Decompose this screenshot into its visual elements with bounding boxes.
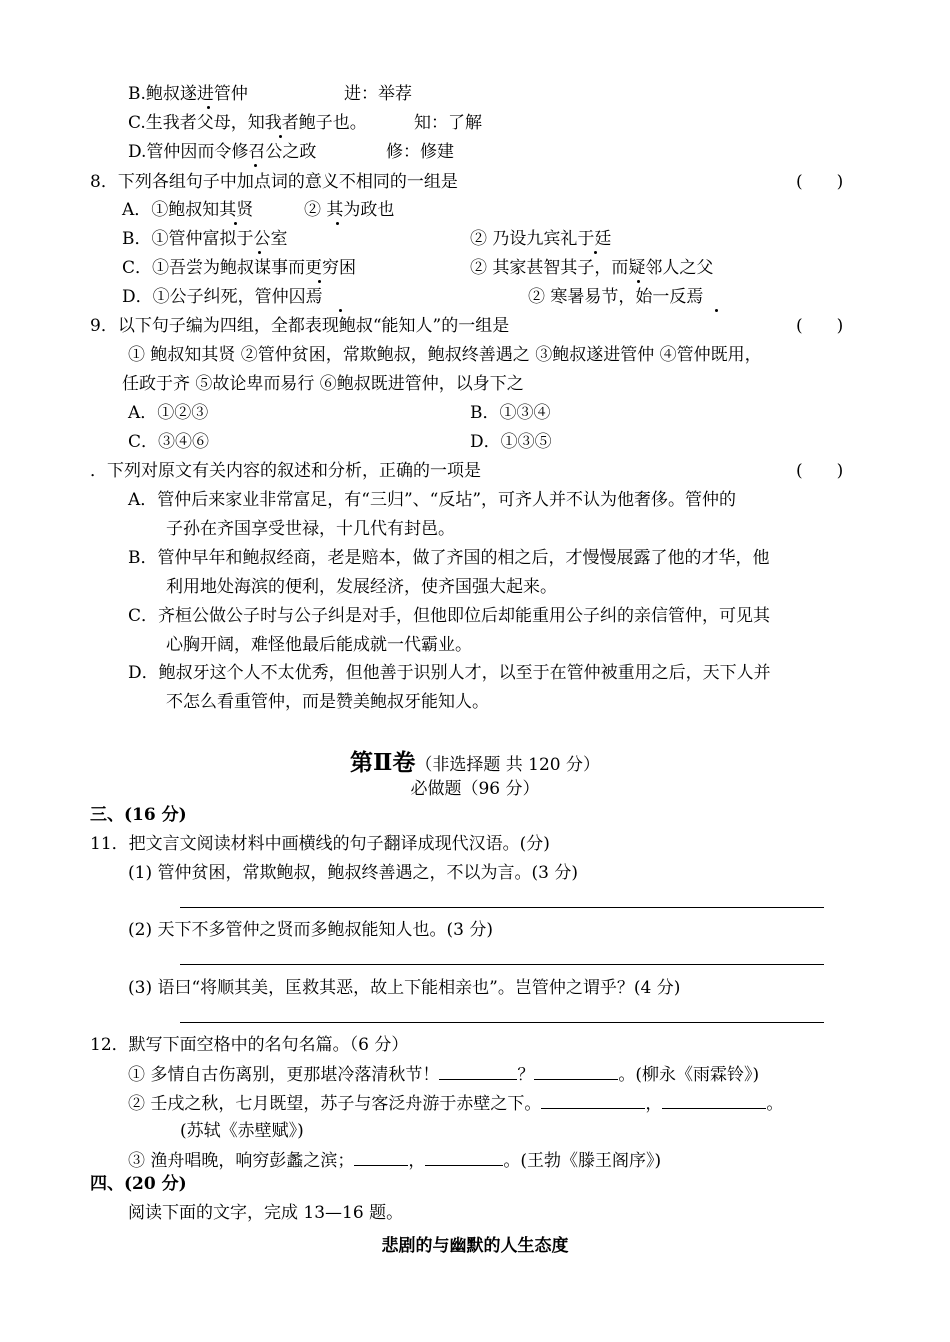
q12-blank[interactable] bbox=[534, 1062, 618, 1080]
q12-item1-text: ① 多情自古伤离别，更那堪冷落清秋节！ bbox=[128, 1065, 440, 1085]
q11-answer-line3[interactable] bbox=[180, 1022, 824, 1023]
q7-option-b: B.鲍叔遂进管仲 bbox=[128, 84, 248, 104]
q9-option-c: C．③④⑥ bbox=[128, 432, 210, 452]
q11-answer-line2[interactable] bbox=[180, 964, 824, 965]
q11-answer-line1[interactable] bbox=[180, 907, 824, 908]
q8-stem: 8．下列各组句子中加点词的意义不相同的一组是 bbox=[90, 172, 458, 192]
q12-item1-source: 。(柳永《雨霖铃》) bbox=[618, 1065, 760, 1085]
emphasis-dot bbox=[254, 164, 257, 167]
q12-item2 bbox=[128, 1091, 783, 1116]
q7-option-d: D.管仲因而令修召公之政 bbox=[128, 142, 317, 162]
q12-item3-text: ③ 渔舟唱晚，响穷彭蠡之滨； bbox=[128, 1151, 355, 1171]
q10-stem: ．下列对原文有关内容的叙述和分析，正确的一项是 bbox=[90, 461, 481, 481]
emphasis-dot bbox=[339, 309, 342, 312]
q8-option-c2: ② 其家甚智其子，而疑邻人之父 bbox=[470, 258, 714, 278]
q7-option-b-gloss: 进：举荐 bbox=[344, 84, 412, 104]
emphasis-dot bbox=[207, 106, 210, 109]
q8-option-b1: B．①管仲富拟于公室 bbox=[122, 229, 288, 249]
q11-item3: (3) 语曰“将顺其美，匡救其恶，故上下能相亲也”。岂管仲之谓乎？(4 分) bbox=[128, 978, 681, 998]
q10-option-b-line2: 利用地处海滨的便利，发展经济，使齐国强大起来。 bbox=[166, 577, 557, 597]
q10-option-d-line1: D．鲍叔牙这个人不太优秀，但他善于识别人才，以至于在管仲被重用之后，天下人并 bbox=[128, 663, 771, 683]
q10-option-c-line1: C．齐桓公做公子时与公子纠是对手，但他即位后却能重用公子纠的亲信管仲，可见其 bbox=[128, 606, 771, 626]
emphasis-dot bbox=[258, 251, 261, 254]
q8-answer-bracket[interactable]: ( ) bbox=[796, 172, 844, 192]
q9-option-a: A．①②③ bbox=[128, 403, 209, 423]
q8-option-d1: D．①公子纠死，管仲囚焉 bbox=[122, 287, 323, 307]
q8-option-c1: C．①吾尝为鲍叔谋事而更穷困 bbox=[122, 258, 357, 278]
q8-option-a2: ② 其为政也 bbox=[304, 200, 395, 220]
q9-option-d: D．①③⑤ bbox=[470, 432, 552, 452]
q11-item2: (2) 天下不多管仲之贤而多鲍叔能知人也。(3 分) bbox=[128, 920, 493, 940]
q12-item2-end: 。 bbox=[766, 1094, 784, 1114]
q12-item3-source: 。(王勃《滕王阁序》) bbox=[503, 1151, 662, 1171]
q12-blank[interactable] bbox=[541, 1091, 645, 1109]
q12-blank[interactable] bbox=[662, 1091, 766, 1109]
part2-title-note: （非选择题 共 120 分） bbox=[415, 755, 601, 775]
q11-item1: (1) 管仲贫困，常欺鲍叔，鲍叔终善遇之，不以为言。(3 分) bbox=[128, 863, 578, 883]
q7-option-c-gloss: 知：了解 bbox=[414, 113, 482, 133]
q12-item1 bbox=[128, 1062, 759, 1087]
emphasis-dot bbox=[234, 222, 237, 225]
emphasis-dot bbox=[594, 251, 597, 254]
emphasis-dot bbox=[279, 135, 282, 138]
q7-option-d-gloss: 修：修建 bbox=[386, 142, 454, 162]
emphasis-dot bbox=[637, 280, 640, 283]
q10-option-a-line2: 子孙在齐国享受世禄，十几代有封邑。 bbox=[166, 519, 455, 539]
q10-option-b-line1: B．管仲早年和鲍叔经商，老是赔本，做了齐国的相之后，才慢慢展露了他的才华，他 bbox=[128, 548, 770, 568]
q9-option-b: B．①③④ bbox=[470, 403, 551, 423]
section4-intro: 阅读下面的文字，完成 13—16 题。 bbox=[128, 1203, 404, 1223]
part2-heading bbox=[0, 744, 950, 777]
emphasis-dot bbox=[318, 280, 321, 283]
q12-item2-source: (苏轼《赤壁赋》) bbox=[180, 1121, 304, 1141]
q9-stem: 9．以下句子编为四组，全都表现鲍叔“能知人”的一组是 bbox=[90, 316, 510, 336]
q12-blank[interactable] bbox=[354, 1148, 408, 1166]
q8-option-b2: ② 乃设九宾礼于廷 bbox=[470, 229, 612, 249]
q12-item2-separator: ， bbox=[645, 1094, 663, 1114]
q12-item3 bbox=[128, 1148, 661, 1173]
q10-option-a-line1: A．管仲后来家业非常富足，有“三归”、“反坫”，可齐人并不认为他奢侈。管仲的 bbox=[128, 490, 737, 510]
q12-blank[interactable] bbox=[439, 1062, 517, 1080]
q12-item2-text: ② 壬戌之秋，七月既望，苏子与客泛舟游于赤壁之下。 bbox=[128, 1094, 542, 1114]
q10-option-c-line2: 心胸开阔，难怪他最后能成就一代霸业。 bbox=[166, 635, 472, 655]
q12-item1-question-mark: ？ bbox=[517, 1065, 535, 1085]
emphasis-dot bbox=[715, 309, 718, 312]
q9-items-line1: ① 鲍叔知其贤 ②管仲贫困，常欺鲍叔，鲍叔终善遇之 ③鲍叔遂进管仲 ④管仲既用， bbox=[128, 345, 762, 365]
section3-header: 三、(16 分) bbox=[90, 805, 187, 825]
q12-item3-separator: ， bbox=[408, 1151, 426, 1171]
article-title: 悲剧的与幽默的人生态度 bbox=[381, 1236, 569, 1256]
q10-answer-bracket[interactable]: ( ) bbox=[796, 461, 844, 481]
q11-stem: 11．把文言文阅读材料中画横线的句子翻译成现代汉语。(分) bbox=[90, 834, 550, 854]
q9-items-line2: 任政于齐 ⑤故论卑而易行 ⑥鲍叔既进管仲，以身下之 bbox=[122, 374, 524, 394]
emphasis-dot bbox=[336, 222, 339, 225]
part2-subtitle: 必做题（96 分） bbox=[410, 779, 540, 799]
q8-option-a1: A．①鲍叔知其贤 bbox=[122, 200, 254, 220]
q8-option-d2: ② 寒暑易节，始一反焉 bbox=[528, 287, 704, 307]
q12-blank[interactable] bbox=[425, 1148, 503, 1166]
q12-stem: 12．默写下面空格中的名句名篇。（6 分） bbox=[90, 1035, 409, 1055]
section4-header: 四、(20 分) bbox=[90, 1174, 187, 1194]
part2-title: 第Ⅱ卷 bbox=[349, 749, 416, 776]
q9-answer-bracket[interactable]: ( ) bbox=[796, 316, 844, 336]
q7-option-c: C.生我者父母，知我者鲍子也。 bbox=[128, 113, 367, 133]
q10-option-d-line2: 不怎么看重管仲，而是赞美鲍叔牙能知人。 bbox=[166, 692, 489, 712]
